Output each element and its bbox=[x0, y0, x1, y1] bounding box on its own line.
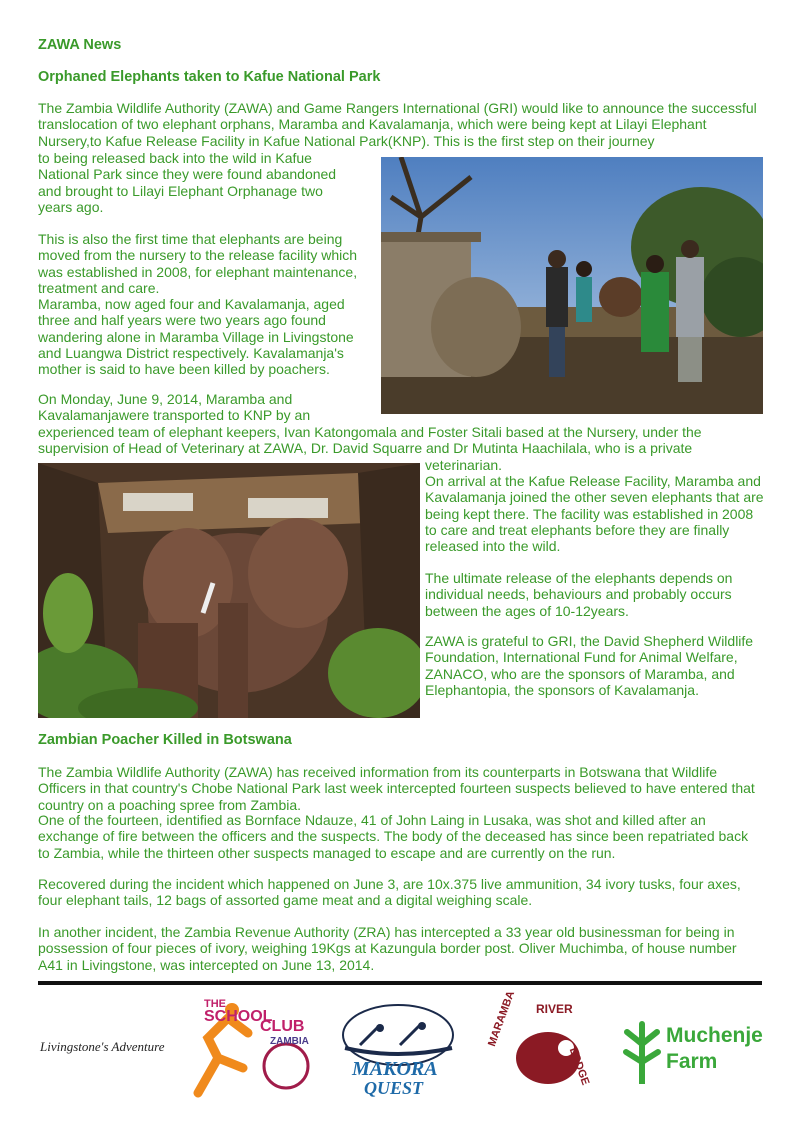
article-1-paragraph-4a: On Monday, June 9, 2014, Maramba and Kavalamanjawere transported to KNP by an bbox=[38, 391, 311, 424]
article-1-paragraph-2: This is also the first time that elephants are being moved from the nursery to the release facility which was established in 2008, for elephant maintenance, treatment and care. bbox=[38, 231, 358, 296]
article-1-paragraph-6: The ultimate release of the elephants depends on individual needs, behaviours and probably occurs between the ages of 10-12years. bbox=[425, 570, 733, 619]
article-1-intro-cont: to being released back into the wild in Kafue National Park since they were found abandoned and brought to Lilayi Elephant Orphanage two years ago. bbox=[38, 150, 337, 215]
logo-school-club-zambia: THE SCHOOL CLUB ZAMBIA bbox=[188, 998, 328, 1098]
article-2-paragraph-2: One of the fourteen, identified as Bornface Ndauze, 41 of John Laing in Lusaka, was shot and killed after an exchange of fire between the officers and the suspects. The body of the deceased has since been repatriated back to Zambia, while the thirteen other suspects managed to escape and are currently on the run. bbox=[38, 812, 749, 861]
article-1-paragraph-4b: experienced team of elephant keepers, Ivan Katongomala and Foster Sitali based at the Nursery, under the supervision of Head of Veterinary at ZAWA, Dr. David Squarre and Dr Mutinta Haachilala, who is a private bbox=[38, 424, 702, 457]
photo-keepers-with-elephant bbox=[381, 157, 763, 414]
article-1-paragraph-4c: veterinarian. bbox=[425, 457, 503, 473]
article-2-paragraph-4: In another incident, the Zambia Revenue Authority (ZRA) has intercepted a 33 year old businessman for being in possession of four pieces of ivory, weighing 19Kgs at Kazungula border post. Oliver Muchimba, of house number A41 in Livingstone, was intercepted on June 13, 2014. bbox=[38, 924, 737, 973]
logo-makora-quest: MAKORA QUEST bbox=[330, 1000, 468, 1100]
article-2-title: Zambian Poacher Killed in Botswana bbox=[38, 732, 292, 748]
photo-elephant-in-crate bbox=[38, 463, 420, 718]
article-1-paragraph-3: Maramba, now aged four and Kavalamanja, aged three and half years were two years ago found wandering alone in Maramba Village in Livingstone and Luangwa District respectively. Kavalamanja's mother is said to have been killed by poachers. bbox=[38, 296, 354, 378]
article-2-paragraph-3: Recovered during the incident which happened on June 3, are 10x.375 live ammunition, 34 ivory tusks, four axes, four elephant tails, 12 bags of assorted game meat and a digital weighing scale. bbox=[38, 876, 741, 909]
logo-maramba-river-lodge: MARAMBA RIVER LODGE bbox=[486, 989, 592, 1087]
article-1-paragraph-5: On arrival at the Kafue Release Facility, Maramba and Kavalamanja joined the other seven elephants that are being kept there. The facility was established in 2008 to care and treat elephants before they are finally released into the wild. bbox=[425, 473, 764, 555]
article-1-paragraph-7: ZAWA is grateful to GRI, the David Shepherd Wildlife Foundation, International Fund for Animal Welfare, ZANACO, who are the sponsors of Maramba, and Elephantopia, the sponsors of Kavalamanja. bbox=[425, 633, 754, 698]
logo-muchenje-farm: Muchenje Farm bbox=[622, 1014, 762, 1084]
logo-livingstones-adventure: Livingstone's Adventure bbox=[40, 1039, 165, 1054]
section-title: ZAWA News bbox=[38, 37, 122, 53]
article-2-paragraph-1: The Zambia Wildlife Authority (ZAWA) has received information from its counterparts in Botswana that Wildlife Officers in that country's Chobe National Park last week intercepted fourteen suspects believed to have entered that country on a poaching spree from Zambia. bbox=[38, 764, 755, 813]
article-1-intro: The Zambia Wildlife Authority (ZAWA) and Game Rangers International (GRI) would like to announce the successful translocation of two elephant orphans, Maramba and Kavalamanja, which were being kept at Lilayi Elephant Nursery,to Kafue Release Facility in Kafue National Park(KNP). This is the first step on their journey bbox=[38, 100, 757, 149]
footer-divider bbox=[38, 981, 762, 985]
article-1-title: Orphaned Elephants taken to Kafue National Park bbox=[38, 69, 381, 85]
